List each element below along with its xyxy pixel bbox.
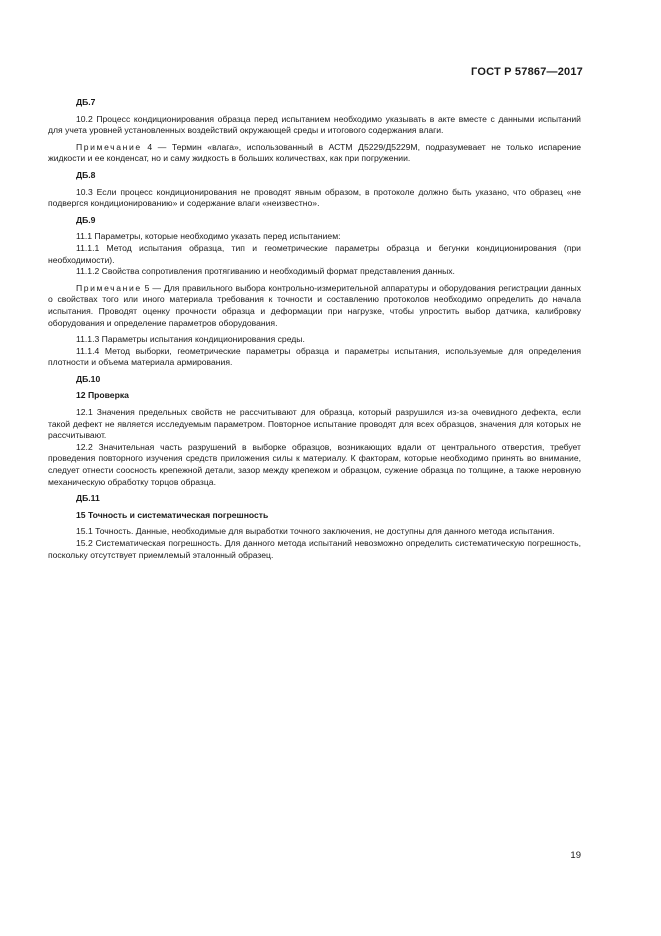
body-paragraph: 10.3 Если процесс кондиционирования не проводят явным образом, в протоколе должно быть указано, что образец «не подвергся кондиционированию» и содержание влаги «неизвестно». — [48, 186, 581, 209]
section-heading: ДБ.11 — [76, 493, 100, 504]
note-label: Примечание — [76, 141, 142, 152]
body-paragraph: 12.1 Значения предельных свойств не рассчитывают для образца, который разрушился из-за очевидного дефекта, если такой дефект не является исследуемым параметром. Повторное испытание проводят для всех образцов, значения для которых не рассчитывают. — [48, 407, 581, 441]
document-id-header: ГОСТ Р 57867—2017 — [471, 66, 583, 78]
section-heading: 15 Точность и систематическая погрешность — [76, 509, 269, 520]
body-paragraph: 15.1 Точность. Данные, необходимые для выработки точного заключения, не доступны для данного метода испытания. — [76, 526, 555, 537]
note-paragraph — [48, 142, 581, 165]
body-paragraph: 11.1.1 Метод испытания образца, тип и геометрические параметры образца и бегунки кондиционирования (при необходимости). — [48, 242, 581, 265]
note-label: Примечание — [76, 282, 142, 293]
body-paragraph: 11.1 Параметры, которые необходимо указать перед испытанием: — [76, 231, 341, 242]
document-body — [48, 97, 581, 561]
body-paragraph: 10.2 Процесс кондиционирования образца перед испытанием необходимо указывать в акте вместе с данными испытаний для учета уровней установленных воздействий окружающей среды и итогового содержания влаги. — [48, 113, 581, 136]
section-heading: ДБ.9 — [76, 214, 96, 225]
section-heading: ДБ.7 — [76, 97, 96, 107]
body-paragraph: 11.1.3 Параметры испытания кондиционирования среды. — [76, 334, 305, 345]
note-text: 4 — Термин «влага», использованный в АСТМ Д5229/Д5229М, подразумевает не только испарение жидкости и ее конденсат, но и саму жидкость в больших количествах, как при погружении. — [48, 141, 581, 164]
section-heading: 12 Проверка — [76, 390, 129, 401]
section-heading: ДБ.8 — [76, 169, 96, 180]
page-number: 19 — [570, 850, 581, 861]
body-paragraph: 11.1.2 Свойства сопротивления протягиванию и необходимый формат представления данных. — [76, 266, 455, 277]
section-heading: ДБ.10 — [76, 373, 101, 384]
body-paragraph: 15.2 Систематическая погрешность. Для данного метода испытаний невозможно определить систематическую погрешность, поскольку отсутствует приемлемый эталонный образец. — [48, 538, 581, 560]
body-paragraph: 11.1.4 Метод выборки, геометрические параметры образца и параметры испытания, используемые для определения плотности и объема материала армирования. — [48, 345, 581, 368]
note-text: 5 — Для правильного выбора контрольно-измерительной аппаратуры и оборудования регистрации данных о свойствах того или иного материала требования к точности и составлению протоколов необходимо определить до начала испытания. Проводят оценку прочности образца и деформации при нагрузке, чтобы упростить выбор датчика, калибровку оборудования и определение параметров оборудования. — [48, 282, 581, 328]
body-paragraph: 12.2 Значительная часть разрушений в выборке образцов, возникающих вдали от центрального отверстия, требует проведения повторного изучения средств приложения силы к материалу. К факторам, которые необходимо принять во внимание, следует отнести соосность крепежной детали, зазор между крепежом и образцом, сужение образца по толщине, а также неровную механическую обработку торцов образца. — [48, 441, 581, 487]
note-paragraph — [48, 283, 581, 329]
